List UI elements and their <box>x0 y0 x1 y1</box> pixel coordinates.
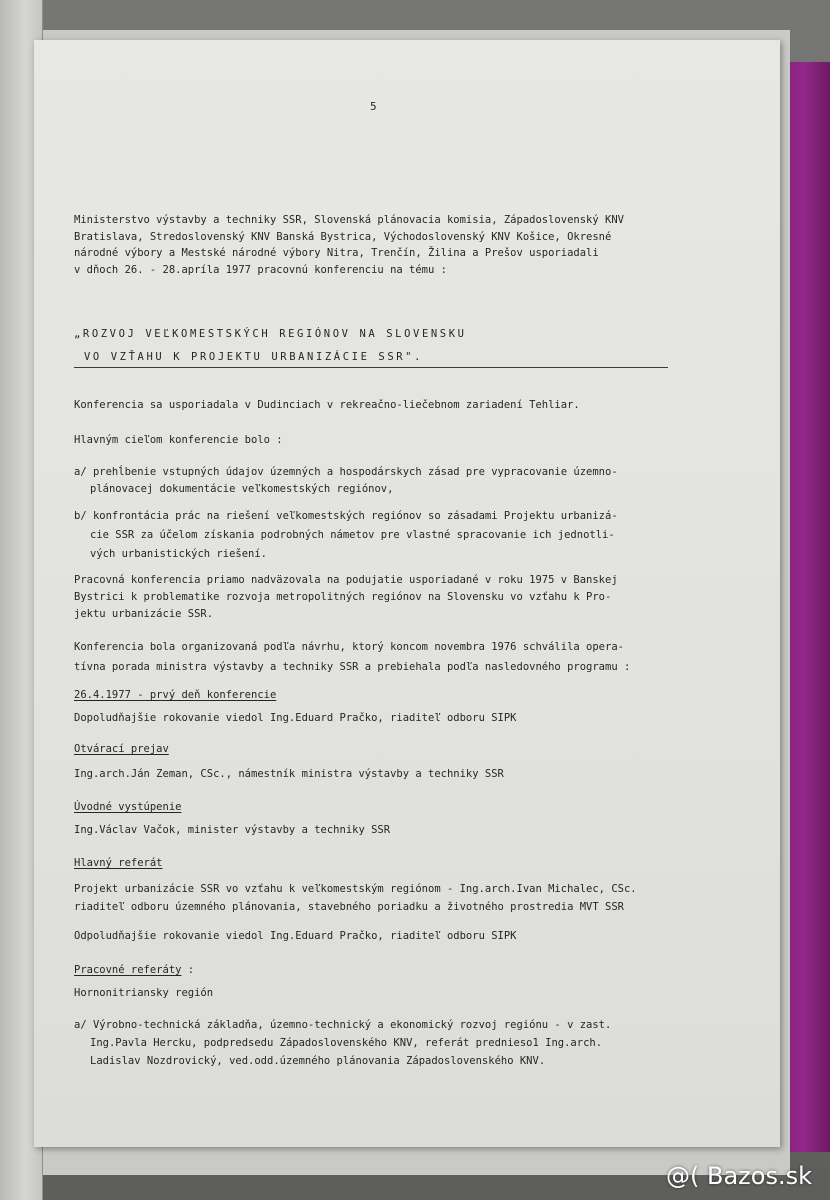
intro-line: národné výbory a Mestské národné výbory Nitra, Trenčín, Žilina a Prešov usporiadali <box>74 247 599 259</box>
intro-line: Ministerstvo výstavby a techniky SSR, Slovenská plánovacia komisia, Západoslovenský KNV <box>74 214 624 226</box>
main-report-text <box>74 880 637 916</box>
intro-line: v dňoch 26. - 28.apríla 1977 pracovnú konferenciu na tému : <box>74 263 447 276</box>
goal-item-b <box>74 507 618 564</box>
followup-paragraph <box>74 572 618 623</box>
main-report-heading: Hlavný referát <box>74 857 163 869</box>
conference-title-line-1: „ROZVOJ VEĽKOMESTSKÝCH REGIÓNOV NA SLOVENSKU <box>74 328 467 340</box>
organization-paragraph <box>74 637 630 677</box>
goal-a-line: plánovacej dokumentácie veľkomestských regiónov, <box>90 483 394 495</box>
conference-title-line-2: VO VZŤAHU K PROJEKTU URBANIZÁCIE SSR". <box>84 351 424 363</box>
goal-a-line: a/ prehĺbenie vstupných údajov územných a hospodárskych zásad pre vypracovanie územno- <box>74 466 618 478</box>
goal-b-line: cie SSR za účelom získania podrobných námetov pre vlastné spracovanie ich jednotli- <box>90 529 615 541</box>
intro-line: Bratislava, Stredoslovenský KNV Banská Bystrica, Východoslovenský KNV Košice, Okresné <box>74 230 612 243</box>
afternoon-chair-text: Odpoludňajšie rokovanie viedol Ing.Eduard Pračko, riaditeľ odboru SIPK <box>74 930 517 942</box>
followup-line: jektu urbanizácie SSR. <box>74 608 214 620</box>
day1-heading: 26.4.1977 - prvý deň konferencie <box>74 689 277 701</box>
opening-speech-text: Ing.arch.Ján Zeman, CSc., námestník ministra výstavby a techniky SSR <box>74 768 504 780</box>
title-underline-rule <box>74 367 668 368</box>
opening-speech-heading: Otvárací prejav <box>74 743 169 755</box>
region-name: Hornonitriansky región <box>74 987 214 999</box>
goal-heading: Hlavným cieľom konferencie bolo : <box>74 434 283 446</box>
site-watermark: @( Bazos.sk <box>666 1162 812 1190</box>
region-item-line: Ladislav Nozdrovický, ved.odd.územného plánovania Západoslovenského KNV. <box>90 1055 546 1067</box>
intro-paragraph <box>74 212 624 278</box>
main-report-line: riaditeľ odboru územného plánovania, stavebného poriadku a životného prostredia MVT SSR <box>74 901 624 913</box>
region-item-line: a/ Výrobno-technická základňa, územno-technický a ekonomický rozvoj regiónu - v zast. <box>74 1019 612 1031</box>
followup-line: Bystrici k problematike rozvoja metropolitných regiónov na Slovensku vo vzťahu k Pro- <box>74 591 612 603</box>
followup-line: Pracovná konferencia priamo nadväzovala na podujatie usporiadané v roku 1975 v Banskej <box>74 574 618 586</box>
morning-chair-text: Dopoludňajšie rokovanie viedol Ing.Eduard Pračko, riaditeľ odboru SIPK <box>74 712 517 724</box>
goal-b-line: b/ konfrontácia prác na riešení veľkomestských regiónov so zásadami Projektu urbanizá- <box>74 510 618 522</box>
region-item-a <box>74 1016 611 1070</box>
goal-b-line: vých urbanistických riešení. <box>90 548 268 560</box>
intro-speech-text: Ing.Václav Vačok, minister výstavby a techniky SSR <box>74 824 391 836</box>
organization-line: Konferencia bola organizovaná podľa návrhu, ktorý koncom novembra 1976 schválila opera- <box>74 641 624 653</box>
venue-text: Konferencia sa usporiadala v Dudinciach v rekreačno-liečebnom zariadení Tehliar. <box>74 399 580 411</box>
region-item-line: Ing.Pavla Hercku, podpredsedu Západoslovenského KNV, referát prednieso1 Ing.arch. <box>90 1037 603 1049</box>
working-reports-colon: : <box>181 964 195 976</box>
working-reports-heading-line <box>74 963 194 977</box>
main-report-line: Projekt urbanizácie SSR vo vzťahu k veľkomestským regiónom - Ing.arch.Ivan Michalec, CSc. <box>74 883 637 895</box>
working-reports-heading: Pracovné referáty <box>74 964 182 976</box>
goal-item-a <box>74 464 618 498</box>
document-page <box>34 40 780 1147</box>
organization-line: tívna porada ministra výstavby a techniky SSR a prebiehala podľa nasledovného programu : <box>74 661 631 673</box>
intro-speech-heading: Úvodné vystúpenie <box>74 801 182 813</box>
page-number: 5 <box>370 100 377 113</box>
